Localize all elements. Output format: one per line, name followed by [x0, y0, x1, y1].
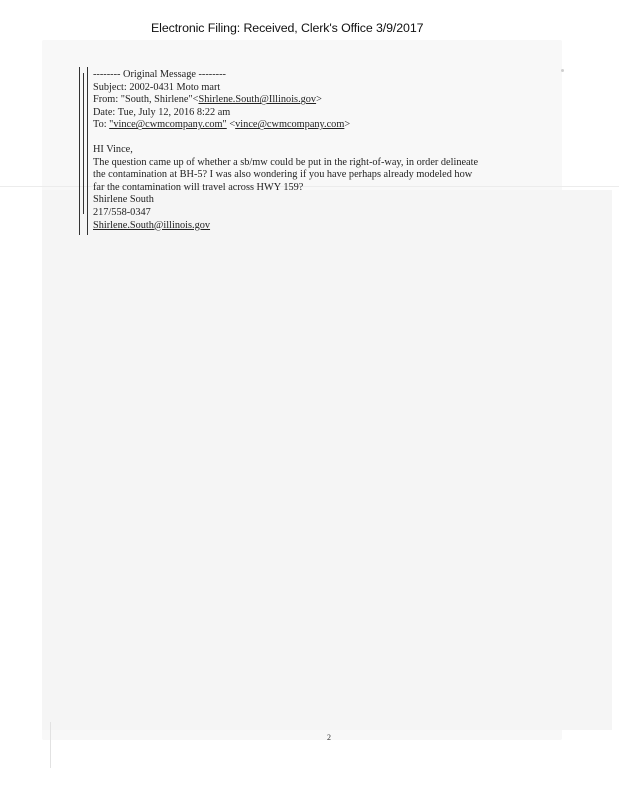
subject-line [93, 82, 533, 95]
to-line: To: "vince@cwmcompany.com" <vince@cwmcompany.com> [93, 119, 351, 131]
date-label: Date: [93, 106, 116, 118]
quote-bars [79, 67, 89, 235]
from-line: From: "South, Shirlene"<Shirlene.South@Illinois.gov> [93, 94, 322, 106]
body-line: The question came up of whether a sb/mw could be put in the right-of-way, in order delineate [93, 156, 479, 168]
quoted-email [93, 69, 533, 232]
subject-value: 2002-0431 Moto mart [129, 81, 221, 93]
signature-name: Shirlene South [93, 194, 154, 206]
from-label: From: [93, 94, 119, 106]
spacer [93, 132, 533, 144]
to-label: To: [93, 119, 107, 131]
from-email-link[interactable]: Shirlene.South@Illinois.gov [198, 94, 317, 106]
quote-bar [87, 67, 88, 235]
quote-bar [83, 73, 84, 214]
scan-edge-mark [50, 722, 51, 768]
date-line [93, 107, 533, 120]
scan-background-lower [42, 190, 612, 730]
original-message-separator: -------- Original Message -------- [93, 69, 226, 80]
filing-stamp: Electronic Filing: Received, Clerk's Office 3/9/2017 [151, 21, 424, 35]
page-number: 2 [327, 733, 331, 742]
subject-label: Subject: [93, 81, 127, 93]
to-email-link[interactable]: vince@cwmcompany.com [235, 119, 345, 131]
from-name: "South, Shirlene" [120, 94, 193, 106]
date-value: Tue, July 12, 2016 8:22 am [117, 106, 231, 118]
quote-bar [79, 67, 80, 235]
greeting: HI Vince, [93, 143, 133, 155]
scan-speck [561, 69, 564, 72]
body-line: far the contamination will travel across HWY 159? [93, 181, 304, 193]
signature-email-link[interactable]: Shirlene.South@illinois.gov [93, 219, 211, 231]
signature-phone: 217/558-0347 [93, 206, 151, 218]
to-display-link[interactable]: "vince@cwmcompany.com" [109, 119, 227, 131]
body-line: the contamination at BH-5? I was also wondering if you have perhaps already modeled how [93, 169, 473, 181]
